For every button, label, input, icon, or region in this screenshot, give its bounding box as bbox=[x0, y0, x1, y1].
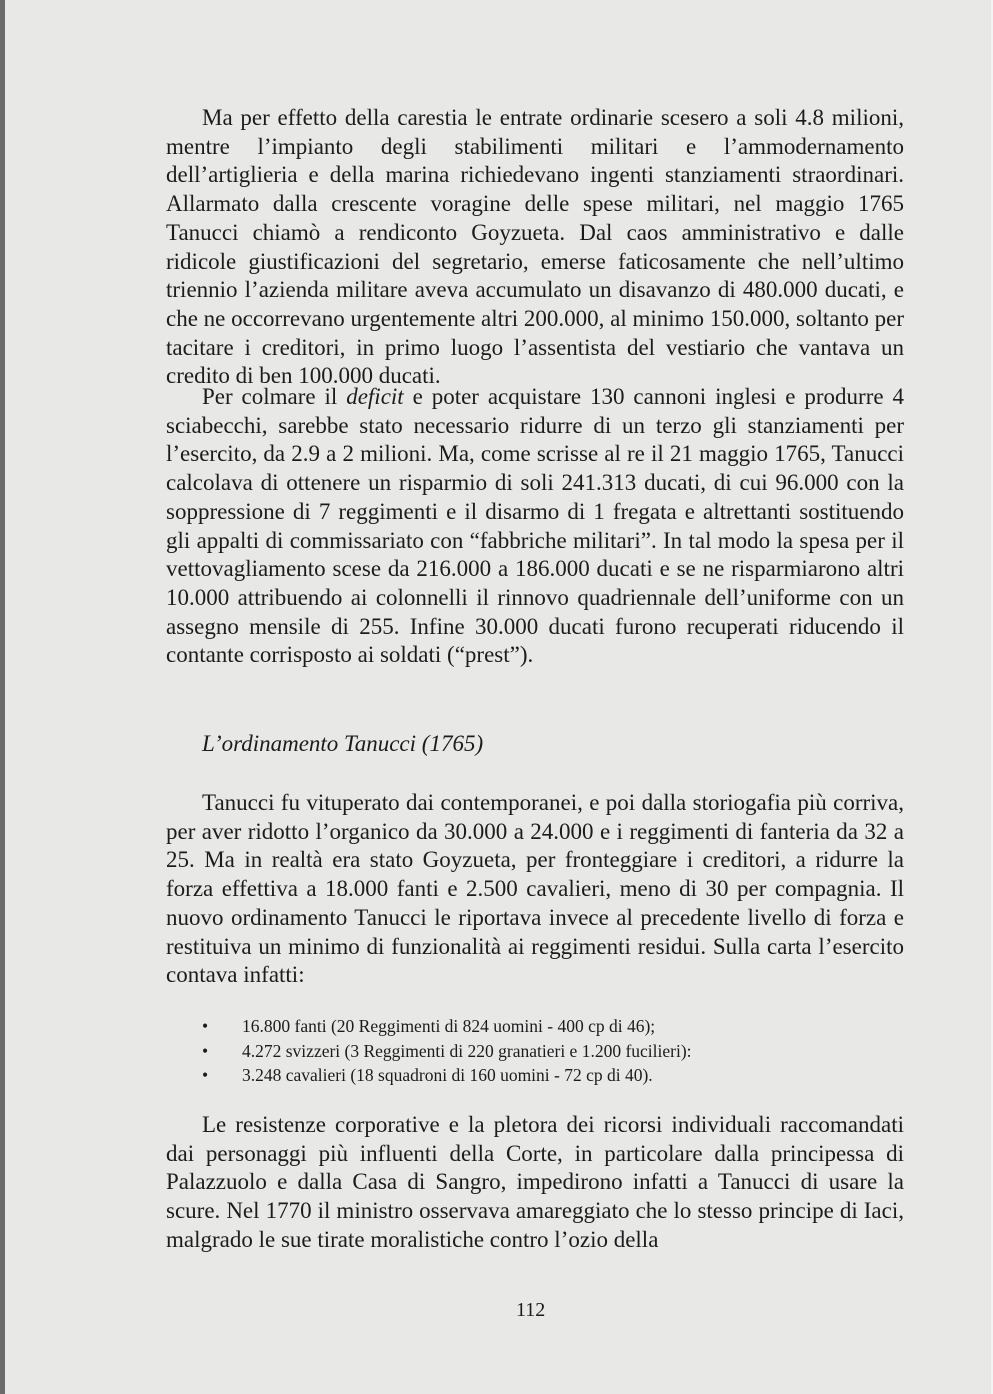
page-number: 112 bbox=[516, 1299, 546, 1321]
list-item-text: 4.272 svizzeri (3 Reggimenti di 220 granatieri e 1.200 fucilieri): bbox=[242, 1040, 692, 1061]
italic-term: deficit bbox=[346, 384, 404, 409]
scan-left-edge bbox=[0, 0, 5, 1394]
text-segment: e poter acquistare 130 cannoni inglesi e produrre 4 sciabecchi, sarebbe stato necessario ridurre di un terzo gli stanziamenti per l’esercito, da 2.9 a 2 milioni. Ma, come scrisse al re il 21 maggio 1765, Tanucci calcolava di ottenere un risparmio di soli 241.313 ducati, di cui 96.000 con la soppressione di 7 reggimenti e il disarmo di 1 fregata e altrettanti sostituendo gli appalti di commissariato con “fabbriche militari”. In tal modo la spesa per il vettovagliamento scese da 216.000 a 186.000 ducati e se ne risparmiarono altri 10.000 attribuendo ai colonnelli il rinnovo quadriennale dell’uniforme con un assegno mensile di 255. Infine 30.000 ducati furono recuperati riducendo il contante corrisposto ai soldati (“prest”). bbox=[166, 384, 904, 668]
bullet-icon: • bbox=[202, 1016, 209, 1036]
section-heading: L’ordinamento Tanucci (1765) bbox=[202, 731, 484, 756]
paragraph-text: Tanucci fu vituperato dai contemporanei, e poi dalla storiogafia più corriva, per aver ridotto l’organico da 30.000 a 24.000 e i reggimenti di fanteria da 32 a 25. Ma in realtà era stato Goyzueta, per fronteggiare i creditori, a ridurre la forza effettiva a 18.000 fanti e 2.500 cavalieri, meno di 30 per compagnia. Il nuovo ordinamento Tanucci le riportava invece al precedente livello di forza e restituiva un minimo di funzionalità ai reggimenti residui. Sulla carta l’esercito contava infatti: bbox=[166, 790, 904, 988]
bullet-icon: • bbox=[202, 1040, 209, 1061]
list-item bbox=[200, 1063, 692, 1088]
list-item bbox=[200, 1014, 692, 1039]
bullet-icon: • bbox=[202, 1065, 209, 1085]
paragraph-deficit bbox=[166, 383, 904, 670]
list-item bbox=[200, 1039, 692, 1064]
paragraph-text bbox=[166, 383, 904, 670]
list-item-text: 16.800 fanti (20 Reggimenti di 824 uomini - 400 cp di 46); bbox=[242, 1016, 656, 1036]
paragraph-finances bbox=[166, 104, 904, 391]
list-item-text: 3.248 cavalieri (18 squadroni di 160 uomini - 72 cp di 40). bbox=[242, 1065, 653, 1085]
paragraph-ordinamento bbox=[166, 789, 904, 990]
paragraph-resistenze bbox=[166, 1111, 904, 1255]
text-segment: Per colmare il bbox=[202, 384, 347, 409]
troop-list bbox=[200, 1014, 692, 1088]
paragraph-text: Le resistenze corporative e la pletora dei ricorsi individuali raccomandati dai personaggi più influenti della Corte, in particolare dalla principessa di Palazzuolo e dalla Casa di Sangro, impedirono infatti a Tanucci di usare la scure. Nel 1770 il ministro osservava amareggiato che lo stesso principe di Iaci, malgrado le sue tirate moralistiche contro l’ozio della bbox=[166, 1112, 904, 1252]
paragraph-text: Ma per effetto della carestia le entrate ordinarie scesero a soli 4.8 milioni, mentre l’impianto degli stabilimenti militari e l’ammodernamento dell’artiglieria e della marina richiedevano ingenti stanziamenti straordinari. Allarmato dalla crescente voragine delle spese militari, nel maggio 1765 Tanucci chiamò a rendiconto Goyzueta. Dal caos amministrativo e dalle ridicole giustificazioni del segretario, emerse faticosamente che nell’ultimo triennio l’azienda militare aveva accumulato un disavanzo di 480.000 ducati, e che ne occorrevano urgentemente altri 200.000, al minimo 150.000, soltanto per tacitare i creditori, in primo luogo l’assentista del vestiario che vantava un credito di ben 100.000 ducati. bbox=[166, 105, 904, 389]
